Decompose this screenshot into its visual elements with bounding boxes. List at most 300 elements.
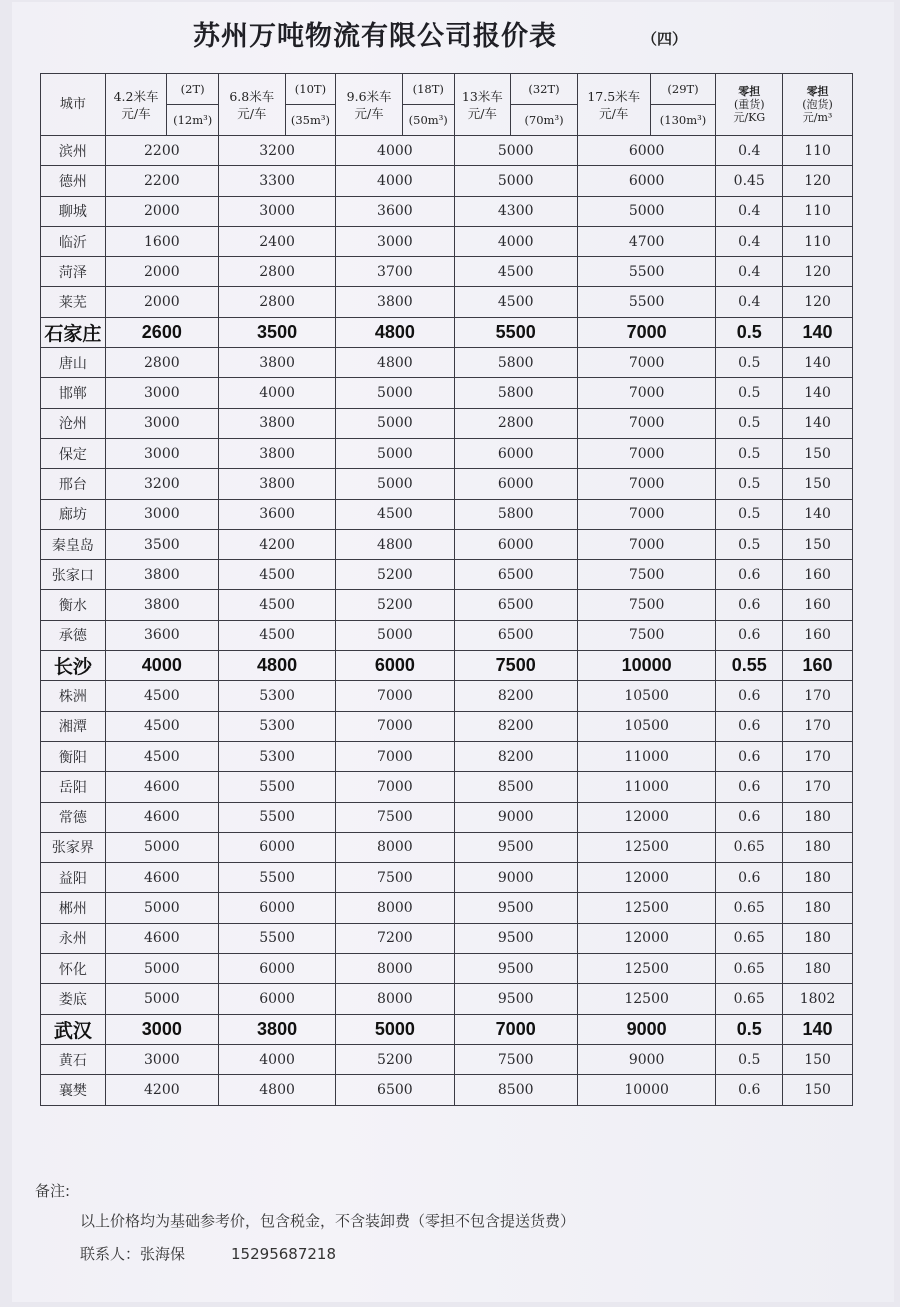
price-cell-v4_2: 3000 (105, 1044, 218, 1074)
price-cell-v4_2: 4600 (105, 923, 218, 953)
price-cell-v13: 8200 (454, 711, 577, 741)
price-cell-v4_2: 2000 (105, 257, 218, 287)
price-cell-lcl-light: 180 (783, 923, 853, 953)
price-cell-lcl-light: 110 (783, 196, 853, 226)
header-vehicle-2-volume: (35m³) (285, 105, 336, 136)
price-cell-v9_6: 3000 (336, 226, 454, 256)
price-cell-lcl-light: 140 (783, 1014, 853, 1044)
price-cell-v9_6: 3700 (336, 257, 454, 287)
page-tag: （四） (642, 30, 688, 48)
city-cell: 唐山 (41, 348, 106, 378)
price-cell-v17_5: 12500 (577, 954, 716, 984)
table-row (41, 923, 853, 953)
header-vehicle-4 (454, 74, 511, 136)
price-cell-lcl-heavy: 0.5 (716, 348, 783, 378)
price-cell-v13: 5500 (454, 317, 577, 347)
price-cell-v17_5: 10500 (577, 681, 716, 711)
price-cell-lcl-light: 170 (783, 772, 853, 802)
city-cell: 承德 (41, 620, 106, 650)
header-lcl-light (783, 74, 853, 136)
price-cell-v6_8: 3500 (218, 317, 335, 347)
price-cell-lcl-light: 140 (783, 378, 853, 408)
table-row (41, 954, 853, 984)
price-cell-v17_5: 12000 (577, 802, 716, 832)
price-cell-v13: 9000 (454, 802, 577, 832)
city-cell: 秦皇岛 (41, 529, 106, 559)
contact-phone: 15295687218 (231, 1245, 336, 1263)
price-cell-v13: 7000 (454, 1014, 577, 1044)
header-vehicle-2-tonnage: (10T) (285, 74, 336, 105)
price-cell-lcl-light: 150 (783, 529, 853, 559)
price-cell-v13: 4300 (454, 196, 577, 226)
price-cell-lcl-light: 1802 (783, 984, 853, 1014)
price-cell-v6_8: 2800 (218, 257, 335, 287)
price-cell-v6_8: 4500 (218, 590, 335, 620)
price-cell-v4_2: 2200 (105, 136, 218, 166)
price-cell-v6_8: 2400 (218, 226, 335, 256)
vehicle-length: 4.2米车 (113, 88, 159, 104)
price-cell-v9_6: 5000 (336, 620, 454, 650)
price-cell-v9_6: 3600 (336, 196, 454, 226)
price-cell-v4_2: 3600 (105, 620, 218, 650)
price-cell-v17_5: 7000 (577, 348, 716, 378)
price-cell-v13: 6500 (454, 620, 577, 650)
price-cell-v4_2: 3000 (105, 1014, 218, 1044)
table-row (41, 741, 853, 771)
city-cell: 怀化 (41, 954, 106, 984)
price-cell-v13: 9500 (454, 984, 577, 1014)
city-cell: 娄底 (41, 984, 106, 1014)
header-city: 城市 (41, 74, 106, 136)
table-row (41, 893, 853, 923)
price-cell-v9_6: 7000 (336, 711, 454, 741)
price-cell-v4_2: 3000 (105, 378, 218, 408)
city-cell: 滨州 (41, 136, 106, 166)
price-cell-v17_5: 7000 (577, 438, 716, 468)
city-cell: 石家庄 (41, 317, 106, 347)
table-row (41, 711, 853, 741)
price-cell-v9_6: 7500 (336, 863, 454, 893)
header-vehicle-1-tonnage: (2T) (167, 74, 219, 105)
price-cell-v6_8: 5300 (218, 711, 335, 741)
price-cell-v9_6: 5000 (336, 1014, 454, 1044)
price-cell-lcl-heavy: 0.65 (716, 923, 783, 953)
lcl-unit: 元/m³ (802, 111, 833, 124)
price-cell-lcl-light: 140 (783, 499, 853, 529)
price-cell-lcl-heavy: 0.6 (716, 863, 783, 893)
price-cell-v17_5: 7000 (577, 378, 716, 408)
price-cell-v6_8: 6000 (218, 893, 335, 923)
price-cell-lcl-light: 150 (783, 438, 853, 468)
price-cell-lcl-heavy: 0.6 (716, 590, 783, 620)
price-cell-v9_6: 4500 (336, 499, 454, 529)
price-cell-v13: 9500 (454, 832, 577, 862)
city-cell: 黄石 (41, 1044, 106, 1074)
price-cell-v17_5: 7000 (577, 469, 716, 499)
city-cell: 岳阳 (41, 772, 106, 802)
price-cell-v17_5: 7500 (577, 620, 716, 650)
city-cell: 郴州 (41, 893, 106, 923)
price-cell-v9_6: 7000 (336, 681, 454, 711)
price-cell-v17_5: 11000 (577, 741, 716, 771)
price-cell-v13: 6000 (454, 469, 577, 499)
lcl-sub: (泡货) (802, 98, 833, 111)
price-cell-v6_8: 3600 (218, 499, 335, 529)
price-cell-v6_8: 4800 (218, 1075, 335, 1105)
price-cell-v9_6: 4800 (336, 317, 454, 347)
table-row (41, 863, 853, 893)
city-cell: 益阳 (41, 863, 106, 893)
price-cell-v6_8: 5500 (218, 863, 335, 893)
header-vehicle-5-tonnage: (29T) (650, 74, 716, 105)
price-cell-v4_2: 4600 (105, 802, 218, 832)
price-cell-v4_2: 5000 (105, 954, 218, 984)
price-cell-lcl-heavy: 0.5 (716, 438, 783, 468)
price-cell-lcl-heavy: 0.55 (716, 651, 783, 681)
price-cell-v17_5: 10000 (577, 1075, 716, 1105)
price-cell-v9_6: 5000 (336, 378, 454, 408)
city-cell: 临沂 (41, 226, 106, 256)
price-cell-v4_2: 3200 (105, 469, 218, 499)
price-cell-lcl-heavy: 0.4 (716, 196, 783, 226)
price-cell-v17_5: 5500 (577, 287, 716, 317)
price-cell-v17_5: 12500 (577, 832, 716, 862)
price-cell-v13: 7500 (454, 1044, 577, 1074)
price-cell-v9_6: 8000 (336, 954, 454, 984)
city-cell: 聊城 (41, 196, 106, 226)
price-cell-lcl-heavy: 0.6 (716, 772, 783, 802)
price-cell-v13: 5800 (454, 499, 577, 529)
price-cell-v9_6: 5000 (336, 438, 454, 468)
price-cell-lcl-heavy: 0.6 (716, 741, 783, 771)
table-row (41, 1014, 853, 1044)
price-cell-v9_6: 7200 (336, 923, 454, 953)
header-vehicle-5-volume: (130m³) (650, 105, 716, 136)
price-cell-lcl-heavy: 0.4 (716, 226, 783, 256)
price-cell-v17_5: 7000 (577, 408, 716, 438)
price-cell-v13: 9000 (454, 863, 577, 893)
price-cell-lcl-light: 170 (783, 681, 853, 711)
price-cell-v9_6: 4800 (336, 529, 454, 559)
price-cell-lcl-light: 180 (783, 863, 853, 893)
price-cell-v13: 4500 (454, 257, 577, 287)
price-cell-lcl-light: 170 (783, 741, 853, 771)
price-cell-v13: 6500 (454, 590, 577, 620)
header-vehicle-3-volume: (50m³) (402, 105, 454, 136)
table-row (41, 348, 853, 378)
price-cell-v4_2: 3000 (105, 438, 218, 468)
price-cell-v9_6: 5200 (336, 590, 454, 620)
city-cell: 德州 (41, 166, 106, 196)
price-cell-v17_5: 7500 (577, 560, 716, 590)
lcl-title: 零担 (806, 85, 829, 98)
vehicle-length: 6.8米车 (229, 88, 275, 104)
price-cell-lcl-heavy: 0.5 (716, 317, 783, 347)
price-cell-lcl-light: 140 (783, 408, 853, 438)
price-cell-v4_2: 4500 (105, 711, 218, 741)
price-cell-v13: 8200 (454, 681, 577, 711)
price-cell-lcl-heavy: 0.4 (716, 136, 783, 166)
notes-label: 备注: (35, 1182, 71, 1200)
price-table-body (41, 136, 853, 1106)
price-cell-lcl-light: 110 (783, 226, 853, 256)
lcl-unit: 元/KG (733, 111, 766, 124)
price-cell-lcl-heavy: 0.5 (716, 1044, 783, 1074)
price-cell-lcl-heavy: 0.65 (716, 954, 783, 984)
price-cell-v9_6: 5000 (336, 469, 454, 499)
price-cell-v13: 9500 (454, 893, 577, 923)
table-row (41, 651, 853, 681)
price-cell-v6_8: 3000 (218, 196, 335, 226)
price-cell-v17_5: 12000 (577, 863, 716, 893)
price-cell-lcl-light: 150 (783, 1044, 853, 1074)
price-cell-v9_6: 8000 (336, 893, 454, 923)
price-cell-v4_2: 5000 (105, 832, 218, 862)
price-cell-v4_2: 5000 (105, 984, 218, 1014)
city-cell: 保定 (41, 438, 106, 468)
table-row (41, 832, 853, 862)
price-cell-lcl-heavy: 0.5 (716, 499, 783, 529)
price-cell-v17_5: 7000 (577, 499, 716, 529)
price-cell-v6_8: 4000 (218, 1044, 335, 1074)
price-cell-v4_2: 3000 (105, 499, 218, 529)
table-row (41, 1075, 853, 1105)
city-cell: 张家界 (41, 832, 106, 862)
price-cell-lcl-heavy: 0.5 (716, 1014, 783, 1044)
price-cell-v17_5: 5000 (577, 196, 716, 226)
document-title: 苏州万吨物流有限公司报价表 (193, 21, 557, 52)
city-cell: 沧州 (41, 408, 106, 438)
price-cell-lcl-light: 170 (783, 711, 853, 741)
table-row (41, 226, 853, 256)
price-cell-v13: 4500 (454, 287, 577, 317)
table-row (41, 681, 853, 711)
table-row (41, 408, 853, 438)
vehicle-length: 13米车 (461, 88, 503, 104)
price-cell-v6_8: 3300 (218, 166, 335, 196)
price-cell-lcl-light: 120 (783, 287, 853, 317)
price-cell-lcl-heavy: 0.6 (716, 1075, 783, 1105)
header-vehicle-2 (218, 74, 285, 136)
header-vehicle-3-tonnage: (18T) (402, 74, 454, 105)
price-cell-lcl-heavy: 0.5 (716, 469, 783, 499)
price-cell-v17_5: 10500 (577, 711, 716, 741)
price-cell-lcl-light: 150 (783, 1075, 853, 1105)
vehicle-unit: 元/车 (121, 105, 151, 121)
price-cell-v9_6: 8000 (336, 832, 454, 862)
price-cell-v6_8: 6000 (218, 954, 335, 984)
table-row (41, 499, 853, 529)
price-cell-lcl-light: 160 (783, 651, 853, 681)
header-vehicle-4-tonnage: (32T) (511, 74, 578, 105)
price-cell-v13: 7500 (454, 651, 577, 681)
price-cell-v13: 5000 (454, 136, 577, 166)
price-cell-v13: 9500 (454, 954, 577, 984)
price-cell-v6_8: 3800 (218, 469, 335, 499)
price-cell-lcl-light: 160 (783, 590, 853, 620)
city-cell: 株洲 (41, 681, 106, 711)
price-cell-v4_2: 3800 (105, 560, 218, 590)
price-cell-lcl-heavy: 0.65 (716, 893, 783, 923)
header-vehicle-5 (577, 74, 650, 136)
price-cell-lcl-light: 120 (783, 257, 853, 287)
price-cell-v13: 5800 (454, 378, 577, 408)
price-cell-v17_5: 12000 (577, 923, 716, 953)
vehicle-unit: 元/车 (354, 105, 384, 121)
price-cell-v9_6: 6000 (336, 651, 454, 681)
contact-name: 联系人：张海保 (80, 1245, 186, 1263)
price-cell-v9_6: 8000 (336, 984, 454, 1014)
price-cell-v6_8: 3800 (218, 438, 335, 468)
price-cell-v4_2: 1600 (105, 226, 218, 256)
price-cell-lcl-heavy: 0.6 (716, 711, 783, 741)
header-vehicle-4-volume: (70m³) (511, 105, 578, 136)
price-cell-v4_2: 5000 (105, 893, 218, 923)
price-cell-v6_8: 4200 (218, 529, 335, 559)
price-cell-v6_8: 6000 (218, 832, 335, 862)
price-cell-lcl-light: 180 (783, 893, 853, 923)
price-cell-v4_2: 4000 (105, 651, 218, 681)
vehicle-unit: 元/车 (237, 105, 267, 121)
table-row (41, 590, 853, 620)
price-cell-v6_8: 3200 (218, 136, 335, 166)
vehicle-unit: 元/车 (599, 105, 629, 121)
table-row (41, 196, 853, 226)
price-cell-lcl-heavy: 0.65 (716, 832, 783, 862)
price-cell-v4_2: 2800 (105, 348, 218, 378)
price-cell-v13: 5800 (454, 348, 577, 378)
price-cell-v9_6: 5000 (336, 408, 454, 438)
price-cell-v9_6: 7000 (336, 772, 454, 802)
lcl-title: 零担 (738, 85, 761, 98)
header-vehicle-1 (105, 74, 167, 136)
price-cell-v6_8: 5300 (218, 741, 335, 771)
price-cell-lcl-light: 110 (783, 136, 853, 166)
price-cell-v13: 8200 (454, 741, 577, 771)
price-cell-lcl-heavy: 0.5 (716, 408, 783, 438)
table-row (41, 136, 853, 166)
price-cell-lcl-light: 120 (783, 166, 853, 196)
price-cell-v17_5: 9000 (577, 1044, 716, 1074)
price-cell-v9_6: 7500 (336, 802, 454, 832)
price-cell-v4_2: 2200 (105, 166, 218, 196)
price-cell-lcl-heavy: 0.6 (716, 802, 783, 832)
price-cell-v4_2: 4500 (105, 681, 218, 711)
price-cell-lcl-heavy: 0.5 (716, 378, 783, 408)
price-cell-v13: 6000 (454, 529, 577, 559)
vehicle-length: 9.6米车 (346, 88, 392, 104)
price-cell-v6_8: 4500 (218, 560, 335, 590)
price-cell-v13: 4000 (454, 226, 577, 256)
price-cell-v6_8: 5500 (218, 802, 335, 832)
price-cell-v6_8: 5500 (218, 923, 335, 953)
price-cell-v9_6: 5200 (336, 1044, 454, 1074)
price-cell-lcl-light: 140 (783, 317, 853, 347)
vehicle-unit: 元/车 (467, 105, 497, 121)
notes-text: 以上价格均为基础参考价，包含税金，不含装卸费（零担不包含提送货费） (80, 1212, 576, 1230)
table-row (41, 469, 853, 499)
price-cell-v9_6: 4000 (336, 136, 454, 166)
price-cell-v17_5: 11000 (577, 772, 716, 802)
city-cell: 常德 (41, 802, 106, 832)
price-cell-lcl-light: 180 (783, 832, 853, 862)
price-cell-v9_6: 4000 (336, 166, 454, 196)
table-row (41, 438, 853, 468)
price-cell-lcl-light: 180 (783, 954, 853, 984)
price-cell-v9_6: 4800 (336, 348, 454, 378)
table-row (41, 1044, 853, 1074)
header-vehicle-1-volume: (12m³) (167, 105, 219, 136)
price-cell-v6_8: 4500 (218, 620, 335, 650)
price-cell-v13: 8500 (454, 1075, 577, 1105)
price-cell-v17_5: 5500 (577, 257, 716, 287)
vehicle-length: 17.5米车 (587, 88, 641, 104)
price-cell-v17_5: 12500 (577, 893, 716, 923)
price-cell-lcl-heavy: 0.45 (716, 166, 783, 196)
city-cell: 廊坊 (41, 499, 106, 529)
price-cell-lcl-heavy: 0.4 (716, 287, 783, 317)
price-cell-v6_8: 4000 (218, 378, 335, 408)
table-row (41, 560, 853, 590)
price-cell-v17_5: 12500 (577, 984, 716, 1014)
city-cell: 菏泽 (41, 257, 106, 287)
price-cell-lcl-heavy: 0.5 (716, 529, 783, 559)
city-cell: 邢台 (41, 469, 106, 499)
price-cell-v4_2: 4600 (105, 863, 218, 893)
price-cell-v6_8: 5500 (218, 772, 335, 802)
price-cell-lcl-light: 140 (783, 348, 853, 378)
price-cell-v17_5: 6000 (577, 136, 716, 166)
price-cell-lcl-heavy: 0.6 (716, 681, 783, 711)
price-cell-v4_2: 2000 (105, 196, 218, 226)
city-cell: 衡水 (41, 590, 106, 620)
price-cell-v13: 2800 (454, 408, 577, 438)
price-cell-lcl-heavy: 0.4 (716, 257, 783, 287)
price-cell-v6_8: 4800 (218, 651, 335, 681)
price-cell-v17_5: 9000 (577, 1014, 716, 1044)
price-cell-v13: 6000 (454, 438, 577, 468)
price-cell-lcl-heavy: 0.6 (716, 620, 783, 650)
city-cell: 张家口 (41, 560, 106, 590)
table-row (41, 529, 853, 559)
price-cell-lcl-light: 160 (783, 620, 853, 650)
price-cell-v4_2: 2600 (105, 317, 218, 347)
price-cell-v4_2: 4600 (105, 772, 218, 802)
price-cell-v13: 9500 (454, 923, 577, 953)
price-cell-v4_2: 3500 (105, 529, 218, 559)
price-cell-v17_5: 7500 (577, 590, 716, 620)
table-row (41, 984, 853, 1014)
price-cell-v4_2: 2000 (105, 287, 218, 317)
price-cell-v13: 6500 (454, 560, 577, 590)
table-row (41, 378, 853, 408)
price-cell-v17_5: 7000 (577, 317, 716, 347)
price-cell-v6_8: 3800 (218, 1014, 335, 1044)
price-cell-v6_8: 5300 (218, 681, 335, 711)
price-cell-v6_8: 3800 (218, 348, 335, 378)
price-cell-v6_8: 3800 (218, 408, 335, 438)
table-row (41, 166, 853, 196)
header-lcl-heavy (716, 74, 783, 136)
city-cell: 邯郸 (41, 378, 106, 408)
price-cell-v9_6: 5200 (336, 560, 454, 590)
price-cell-v17_5: 7000 (577, 529, 716, 559)
price-cell-v4_2: 4500 (105, 741, 218, 771)
table-row (41, 620, 853, 650)
city-cell: 永州 (41, 923, 106, 953)
price-cell-v4_2: 4200 (105, 1075, 218, 1105)
header-row-top (41, 74, 853, 105)
